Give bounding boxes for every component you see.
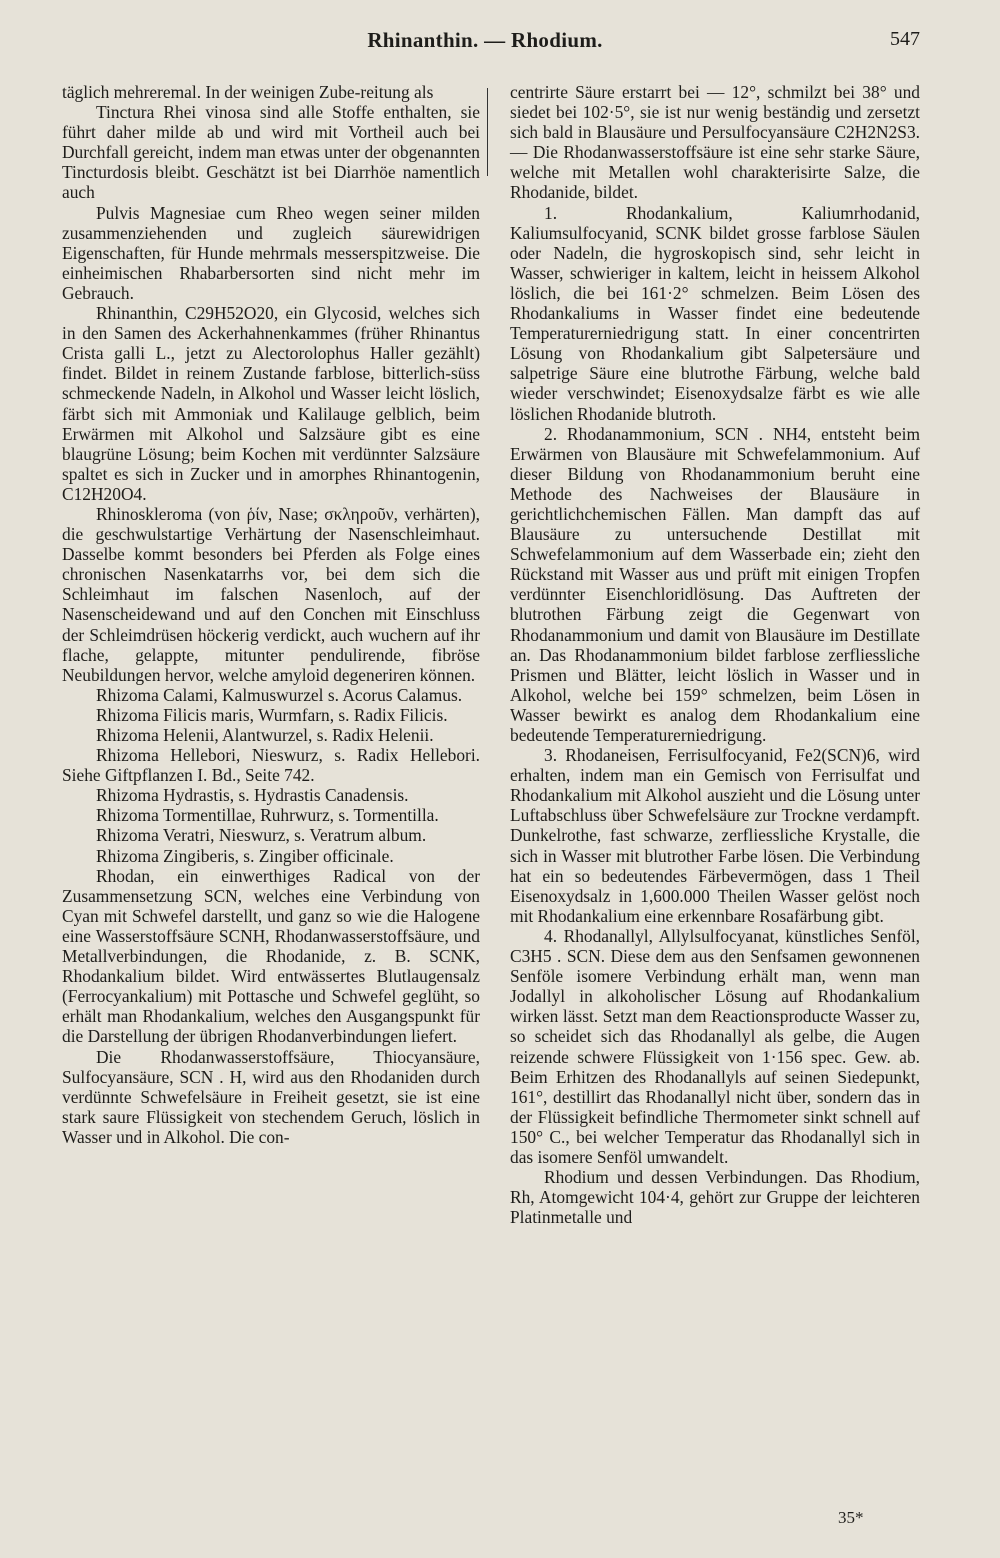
entry-rhizoma-hellebori: Rhizoma Hellebori, Nieswurz, s. Radix Hellebori. Siehe Giftpflanzen I. Bd., Seite 742.	[62, 745, 480, 786]
item-rhodankalium: 1. Rhodankalium, Kaliumrhodanid, Kaliumsulfocyanid, SCNK bildet grosse farblose Säulen oder Nadeln, die hygroskopisch sind, sehr leicht in Wasser, schwieriger in kaltem, leicht in heissem Alkohol löslich, die bei 161·2° schmelzen. Beim Lösen des Rhodankaliums in Wasser findet eine bedeutende Temperaturerniedrigung statt. In einer concentrirten Lösung von Rhodankalium gibt Salpetersäure und salpetrige Säure eine blutrothe Färbung, welche bald wieder verschwindet; Eisenoxydsalze färbt es wie alle löslichen Rhodanide blutroth.	[510, 202, 920, 424]
entry-rhizoma-zingiberis: Rhizoma Zingiberis, s. Zingiber officinale.	[96, 845, 394, 866]
signature-mark: 35*	[838, 1508, 864, 1527]
running-head: Rhinanthin. — Rhodium.	[367, 28, 603, 52]
column-divider	[487, 88, 488, 176]
entry-rhizoma-helenii: Rhizoma Helenii, Alantwurzel, s. Radix Helenii.	[96, 725, 434, 745]
paragraph: Pulvis Magnesiae cum Rheo wegen seiner milden zusammenziehenden und zugleich säurewidrigen Eigenschaften, für Hunde mehrmals messerspitzweise. Die einheimischen Rhabarbersorten sind nicht mehr im Gebrauch.	[62, 202, 480, 303]
paragraph: Die Rhodanwasserstoffsäure, Thiocyansäure, Sulfocyansäure, SCN . H, wird aus den Rhodaniden durch verdünnte Schwefelsäure in Freiheit gesetzt, sie ist eine stark saure Flüssigkeit von stechendem Geruch, löslich in Wasser und in Alkohol. Die con-	[62, 1046, 480, 1147]
left-column	[62, 82, 480, 1147]
entry-rhodium: Rhodium und dessen Verbindungen. Das Rhodium, Rh, Atomgewicht 104·4, gehört zur Gruppe der leichteren Platinmetalle und	[510, 1167, 920, 1228]
page-header	[60, 28, 920, 60]
entry-rhizoma-filicis: Rhizoma Filicis maris, Wurmfarn, s. Radix Filicis.	[96, 704, 448, 725]
entry-rhizoma-hydrastis: Rhizoma Hydrastis, s. Hydrastis Canadensis.	[96, 785, 409, 806]
paragraph: centrirte Säure erstarrt bei — 12°, schmilzt bei 38° und siedet bei 102·5°, sie ist nur wenig beständig und zersetzt sich bald in Blausäure und Persulfocyansäure C2H2N2S3. — Die Rhodanwasserstoffsäure ist eine sehr starke Säure, welche mit Metallen wohl charakterisirte Salze, die Rhodanide, bildet.	[510, 82, 920, 203]
entry-rhodan: Rhodan, ein einwerthiges Radical von der Zusammensetzung SCN, welches eine Verbindung von Cyan mit Schwefel darstellt, und ganz so wie die Halogene eine Wasserstoffsäure SCNH, Rhodanwasserstoffsäure, und Metallverbindungen, die Rhodanide, z. B. SCNK, Rhodankalium bildet. Wird entwässertes Blutlaugensalz (Ferrocyankalium) mit Pottasche und Schwefel geglüht, so erhält man Rhodankalium, welches den Ausgangspunkt für die Darstellung der übrigen Rhodanverbindungen liefert.	[62, 865, 480, 1047]
item-rhodanammonium: 2. Rhodanammonium, SCN . NH4, entsteht beim Erwärmen von Blausäure mit Schwefelammonium. Auf dieser Bildung von Rhodanammonium beruht eine Methode des Nachweises der Blausäure in gerichtlichchemischen Fällen. Man dampft das auf Blausäure zu untersuchende Destillat mit Schwefelammonium auf dem Wasserbade ein; zieht den Rückstand mit Wasser aus und prüft mit einigen Tropfen verdünnter Eisenchloridlösung. Das Auftreten der blutrothen Färbung zeigt die Gegenwart von Rhodanammonium und damit von Blausäure im Destillate an. Das Rhodanammonium bildet farblose zerfliessliche Prismen und Blätter, leicht löslich in Wasser und in Alkohol, welche bei 159° schmelzen, beim Lösen in Wasser bewirkt es analog dem Rhodankalium eine bedeutende Temperaturerniedrigung.	[510, 423, 920, 745]
right-column	[510, 82, 920, 1227]
entry-rhinanthin: Rhinanthin, C29H52O20, ein Glycosid, welches sich in den Samen des Ackerhahnenkammes (früher Rhinantus Crista galli L., jetzt zu Alectorolophus Haller gezählt) findet. Bildet in reinem Zustande farblose, bitterlich-süss schmeckende Nadeln, in Alkohol und Wasser leicht löslich, färbt sich mit Ammoniak und Kalilauge gelblich, beim Erwärmen mit Alkohol und Salzsäure gibt es eine blaugrüne Lösung; beim Kochen mit verdünnter Salzsäure spaltet es sich in Zucker und in amorphes Rhinantogenin, C12H20O4.	[62, 303, 480, 504]
paragraph: täglich mehreremal. In der weinigen Zube-reitung als	[62, 82, 434, 102]
entry-rhizoma-calami: Rhizoma Calami, Kalmuswurzel s. Acorus Calamus.	[96, 684, 463, 705]
entry-rhizoma-veratri: Rhizoma Veratri, Nieswurz, s. Veratrum album.	[96, 825, 427, 846]
page-number: 547	[890, 28, 920, 50]
item-rhodaneisen: 3. Rhodaneisen, Ferrisulfocyanid, Fe2(SCN)6, wird erhalten, indem man ein Gemisch von Ferrisulfat und Rhodankalium mit Alkohol auszieht und die Lösung unter Luftabschluss über Schwefelsäure zur Trockne verdampft. Dunkelrothe, fast schwarze, zerfliessliche Krystalle, die sich in Wasser mit blutrother Farbe lösen. Die Verbindung hat ein so bedeutendes Färbevermögen, dass 1 Theil Eisenoxydsalz in 1,600.000 Theilen Wasser gelöst noch mit Rhodankalium eine erkennbare Rosafärbung gibt.	[510, 745, 920, 926]
paragraph: Tinctura Rhei vinosa sind alle Stoffe enthalten, sie führt daher milde ab und wird mit Vortheil auch bei Durchfall gereicht, indem man etwas unter der obgenannten Tincturdosis bleibt. Geschätzt ist bei Diarrhöe namentlich auch	[62, 102, 480, 203]
entry-rhinoskleroma: Rhinoskleroma (von ῥίν, Nase; σκληροῦν, verhärten), die geschwulstartige Verhärtung der Nasenschleimhaut. Dasselbe kommt besonders bei Pferden als Folge eines chronischen Nasenkatarrhs vor, bei dem sich die Schleimhaut im falschen Nasenloch, auf der Nasenscheidewand und auf den Conchen mit Einschluss der Schleimdrüsen höckerig verdickt, auch wuchern auf ihr flache, gelappte, mitunter pendulirende, fibröse Neubildungen hervor, welche amyloid degeneriren können.	[62, 503, 480, 685]
entry-rhizoma-tormentillae: Rhizoma Tormentillae, Ruhrwurz, s. Tormentilla.	[96, 805, 439, 826]
item-rhodanallyl: 4. Rhodanallyl, Allylsulfocyanat, künstliches Senföl, C3H5 . SCN. Diese dem aus den Senfsamen gewonnenen Senföle isomere Verbindung erhält man, wenn man Jodallyl in alkoholischer Lösung auf Rhodankalium wirken lässt. Setzt man dem Reactionsproducte Wasser zu, so scheidet sich das Rhodanallyl als gelbe, die Augen reizende schwere Flüssigkeit von 1·156 spec. Gew. ab. Beim Erhitzen des Rhodanallyls auf seinen Siedepunkt, 161°, destillirt das Rhodanallyl nicht über, sondern das in der Flüssigkeit befindliche Thermometer sinkt schnell auf 150° C., bei welcher Temperatur das Rhodanallyl sich in das isomere Senföl umwandelt.	[510, 925, 920, 1167]
